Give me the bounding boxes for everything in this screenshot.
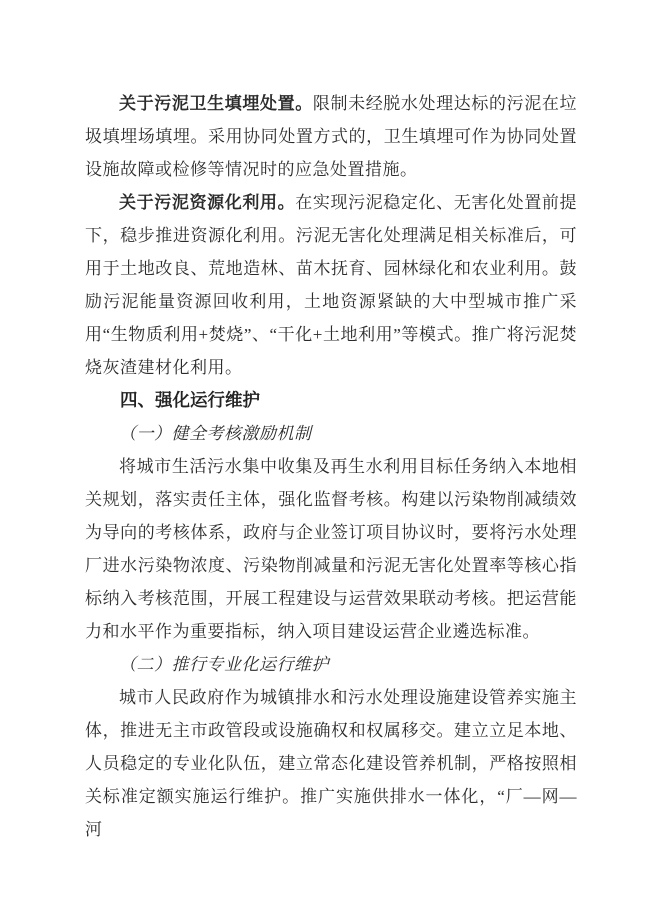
paragraph-assessment-incentive: 将城市生活污水集中收集及再生水利用目标任务纳入本地相关规划，落实责任主体，强化监督考核。构建以污染物削减绩效为导向的考核体系，政府与企业签订项目协议时，要将污水处理厂进水污染物浓度、污染物削减量和污泥无害化处置率等核心指标纳入考核范围，开展工程建设与运营效果联动考核。把运营能力和水平作为重要指标，纳入项目建设运营企业遴选标准。 [85, 457, 577, 641]
paragraph-professional-operation: 城市人民政府作为城镇排水和污水处理设施建设管养实施主体，推进无主市政管段或设施确权和权属移交。建立立足本地、人员稳定的专业化队伍，建立常态化建设管养机制，严格按照相关标准定额实施运行维护。推广实施供排水一体化，“厂—网—河 [85, 688, 577, 839]
section-heading-operation-maintenance: 四、强化运行维护 [120, 390, 260, 410]
paragraph-text: 在实现污泥稳定化、无害化处置前提下，稳步推进资源化利用。污泥无害化处理满足相关标准后，可用于土地改良、荒地造林、苗木抚育、园林绿化和农业利用。鼓励污泥能量资源回收利用，土地资源紧缺的大中型城市推广采用“生物质利用+焚烧”、“干化+土地利用”等模式。推广将污泥焚烧灰渣建材化利用。 [85, 193, 578, 377]
document-content [85, 87, 577, 846]
paragraph-sludge-resource-use [85, 186, 577, 384]
paragraph-text: 限制未经脱水处理达标的污泥在垃圾填埋场填埋。采用协同处置方式的，卫生填埋可作为协同处置设施故障或检修等情况时的应急处置措施。 [85, 94, 578, 179]
paragraph-sludge-landfill [85, 87, 577, 186]
subsection-heading-professional-operation: （二）推行专业化运行维护 [119, 655, 329, 674]
subsection-heading-assessment-incentive: （一）健全考核激励机制 [119, 424, 312, 443]
paragraph-lead: 关于污泥卫生填埋处置。 [119, 94, 313, 113]
paragraph-lead: 关于污泥资源化利用。 [119, 193, 296, 212]
